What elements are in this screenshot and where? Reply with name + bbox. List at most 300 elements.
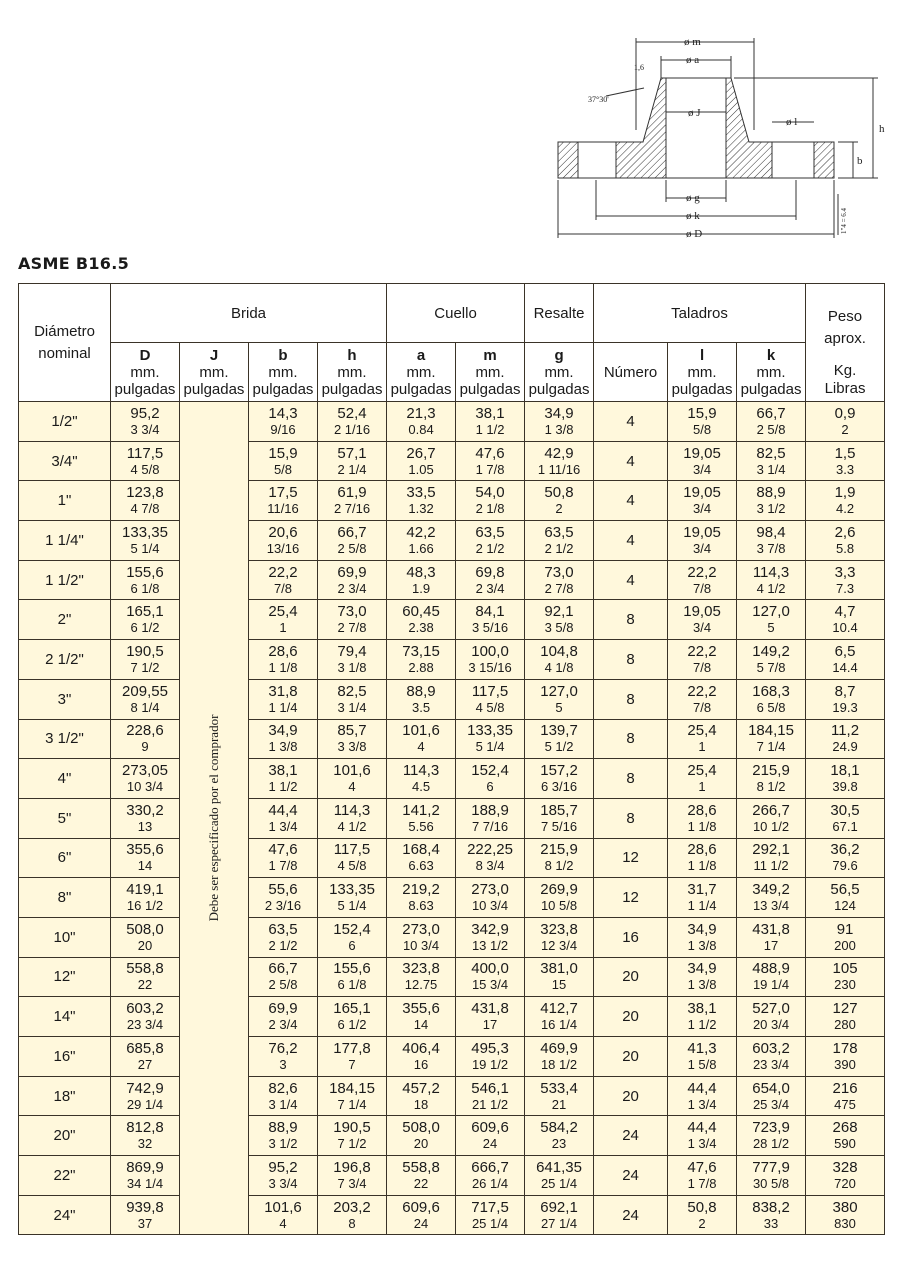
value-mm: 101,6: [402, 722, 440, 740]
cell-diametro: 24": [19, 1195, 111, 1235]
value-pulgadas: 8 3/4: [475, 858, 505, 874]
cell-m: [456, 917, 525, 957]
cell-D: [111, 481, 180, 521]
value-mm: 82,5: [337, 682, 367, 700]
cell-a: [387, 1195, 456, 1235]
value-mm: 57,1: [337, 444, 367, 462]
header-col-l: l mm. pulgadas: [668, 343, 737, 402]
cell-g: [525, 1037, 594, 1077]
value-mm: 8,7: [834, 682, 856, 700]
cell-b: [249, 402, 318, 442]
cell-g: [525, 481, 594, 521]
cell-k: [737, 1037, 806, 1077]
value-mm: 168,4: [402, 841, 440, 859]
value-mm: 152,4: [471, 762, 509, 780]
cell-D: [111, 997, 180, 1037]
value-mm: 22,2: [687, 682, 717, 700]
header-col-k: k mm. pulgadas: [737, 343, 806, 402]
value-pulgadas: 2 5/8: [337, 540, 367, 556]
cell-l: [668, 679, 737, 719]
cell-g: [525, 1156, 594, 1196]
value-mm: 15,9: [268, 444, 298, 462]
value-pulgadas: 6 1/8: [130, 580, 160, 596]
cell-a: [387, 1116, 456, 1156]
value-mm: 185,7: [540, 801, 578, 819]
value-pulgadas: 1 3/8: [687, 977, 717, 993]
value-pulgadas: 2 1/2: [475, 540, 505, 556]
cell-g: [525, 679, 594, 719]
value-mm: 56,5: [830, 881, 860, 899]
cell-w: [806, 917, 885, 957]
value-pulgadas: 11 1/2: [753, 858, 789, 874]
value-pulgadas: 2 7/16: [333, 501, 371, 517]
value-pulgadas: 15: [551, 977, 567, 993]
cell-D: [111, 1195, 180, 1235]
value-mm: 44,4: [687, 1119, 717, 1137]
value-pulgadas: 1 1/8: [687, 858, 717, 874]
value-mm: 203,2: [333, 1198, 371, 1216]
table-row: [19, 798, 885, 838]
cell-g: [525, 441, 594, 481]
cell-a: [387, 719, 456, 759]
cell-w: [806, 1156, 885, 1196]
value-pulgadas: 1.32: [408, 501, 434, 517]
value-pulgadas: 21: [551, 1096, 567, 1112]
label-h: h: [879, 123, 885, 135]
cell-a: [387, 402, 456, 442]
value-pulgadas: 1 1/8: [687, 818, 717, 834]
value-mm: 85,7: [337, 722, 367, 740]
cell-D: [111, 719, 180, 759]
value-pulgadas: 20 3/4: [752, 1017, 790, 1033]
value-mm: 603,2: [126, 1000, 164, 1018]
cell-m: [456, 1076, 525, 1116]
header-brida: Brida: [111, 284, 387, 343]
value-pulgadas: 1 3/4: [268, 818, 298, 834]
cell-g: [525, 1116, 594, 1156]
cell-m: [456, 402, 525, 442]
cell-numero: 24: [594, 1116, 668, 1156]
cell-diametro: 18": [19, 1076, 111, 1116]
cell-l: [668, 759, 737, 799]
cell-diametro: 1/2": [19, 402, 111, 442]
cell-k: [737, 878, 806, 918]
value-pulgadas: 4 7/8: [130, 501, 160, 517]
cell-numero: 8: [594, 600, 668, 640]
value-mm: 209,55: [122, 682, 168, 700]
value-pulgadas: 3 1/4: [268, 1096, 298, 1112]
value-pulgadas: 23 3/4: [752, 1056, 790, 1072]
value-pulgadas: 475: [834, 1096, 856, 1112]
cell-D: [111, 521, 180, 561]
cell-l: [668, 441, 737, 481]
value-mm: 558,8: [126, 960, 164, 978]
value-mm: 26,7: [406, 444, 436, 462]
cell-D: [111, 560, 180, 600]
table-row: [19, 838, 885, 878]
value-mm: 412,7: [540, 1000, 578, 1018]
value-pulgadas: 6 3/16: [540, 779, 578, 795]
value-pulgadas: 14: [137, 858, 153, 874]
cell-D: [111, 1037, 180, 1077]
value-mm: 273,0: [471, 881, 509, 899]
cell-l: [668, 640, 737, 680]
value-pulgadas: 3 3/4: [130, 421, 160, 437]
cell-k: [737, 1195, 806, 1235]
value-mm: 25,4: [687, 722, 717, 740]
cell-l: [668, 878, 737, 918]
cell-h: [318, 1195, 387, 1235]
value-mm: 92,1: [544, 603, 574, 621]
table-row: [19, 521, 885, 561]
value-pulgadas: 10 3/4: [402, 937, 440, 953]
value-pulgadas: 10.4: [832, 620, 858, 636]
value-mm: 117,5: [471, 682, 509, 700]
value-pulgadas: 33: [763, 1215, 779, 1231]
value-mm: 95,2: [130, 404, 160, 422]
label-D: ø D: [686, 228, 703, 240]
cell-diametro: 14": [19, 997, 111, 1037]
value-mm: 84,1: [475, 603, 505, 621]
cell-numero: 4: [594, 560, 668, 600]
value-mm: 88,9: [406, 682, 436, 700]
cell-b: [249, 560, 318, 600]
value-pulgadas: 39.8: [832, 779, 858, 795]
value-pulgadas: 4 5/8: [475, 699, 505, 715]
value-mm: 34,9: [268, 722, 298, 740]
value-pulgadas: 7 5/16: [540, 818, 578, 834]
cell-D: [111, 402, 180, 442]
value-pulgadas: 32: [137, 1136, 153, 1152]
value-pulgadas: 79.6: [832, 858, 858, 874]
cell-k: [737, 679, 806, 719]
value-mm: 508,0: [402, 1119, 440, 1137]
label-l: ø l: [786, 116, 798, 128]
cell-l: [668, 402, 737, 442]
value-mm: 25,4: [268, 603, 298, 621]
header-col-D: D mm. pulgadas: [111, 343, 180, 402]
cell-w: [806, 679, 885, 719]
value-mm: 66,7: [337, 523, 367, 541]
cell-b: [249, 481, 318, 521]
value-pulgadas: 830: [834, 1215, 856, 1231]
cell-numero: 16: [594, 917, 668, 957]
value-pulgadas: 24.9: [832, 739, 858, 755]
cell-g: [525, 640, 594, 680]
value-pulgadas: 2 7/8: [544, 580, 574, 596]
value-mm: 69,8: [475, 563, 505, 581]
value-mm: 82,6: [268, 1079, 298, 1097]
value-pulgadas: 4: [417, 739, 425, 755]
cell-diametro: 5": [19, 798, 111, 838]
table-row: [19, 1076, 885, 1116]
value-pulgadas: 1 1/2: [687, 1017, 717, 1033]
cell-k: [737, 759, 806, 799]
cell-diametro: 1 1/2": [19, 560, 111, 600]
cell-k: [737, 997, 806, 1037]
header-peso: [806, 284, 885, 402]
cell-a: [387, 521, 456, 561]
value-pulgadas: 5.56: [408, 818, 434, 834]
value-mm: 127,0: [540, 682, 578, 700]
cell-diametro: 8": [19, 878, 111, 918]
value-pulgadas: 1: [279, 620, 287, 636]
flange-left-section: [558, 142, 578, 178]
value-mm: 95,2: [268, 1158, 298, 1176]
cell-m: [456, 560, 525, 600]
value-mm: 190,5: [126, 642, 164, 660]
value-pulgadas: 5.8: [835, 540, 855, 556]
value-mm: 609,6: [402, 1198, 440, 1216]
value-pulgadas: 5 1/4: [475, 739, 505, 755]
value-pulgadas: 1: [698, 779, 706, 795]
cell-w: [806, 1195, 885, 1235]
value-mm: 50,8: [544, 484, 574, 502]
value-pulgadas: 1 3/4: [687, 1136, 717, 1152]
cell-h: [318, 441, 387, 481]
value-mm: 141,2: [402, 801, 440, 819]
value-pulgadas: 3 1/2: [268, 1136, 298, 1152]
value-mm: 69,9: [337, 563, 367, 581]
cell-l: [668, 838, 737, 878]
value-mm: 165,1: [126, 603, 164, 621]
value-mm: 42,9: [544, 444, 574, 462]
value-mm: 63,5: [544, 523, 574, 541]
value-pulgadas: 13: [137, 818, 153, 834]
value-mm: 406,4: [402, 1039, 440, 1057]
value-mm: 215,9: [540, 841, 578, 859]
value-mm: 14,3: [268, 404, 298, 422]
j-note-text: Debe ser especificado por el comprador: [206, 714, 221, 922]
value-pulgadas: 7 1/2: [337, 1136, 367, 1152]
cell-a: [387, 798, 456, 838]
label-g: ø g: [686, 192, 700, 204]
value-mm: 838,2: [752, 1198, 790, 1216]
value-pulgadas: 20: [413, 1136, 429, 1152]
value-mm: 18,1: [830, 762, 860, 780]
value-pulgadas: 21 1/2: [471, 1096, 509, 1112]
value-mm: 38,1: [687, 1000, 717, 1018]
hub-right-section: [726, 78, 772, 178]
cell-k: [737, 838, 806, 878]
cell-h: [318, 1037, 387, 1077]
value-pulgadas: 3 15/16: [468, 659, 512, 675]
cell-D: [111, 1116, 180, 1156]
label-J: ø J: [688, 107, 701, 119]
cell-numero: 8: [594, 719, 668, 759]
cell-b: [249, 838, 318, 878]
cell-D: [111, 838, 180, 878]
cell-D: [111, 957, 180, 997]
cell-a: [387, 759, 456, 799]
cell-diametro: 1 1/4": [19, 521, 111, 561]
value-mm: 149,2: [752, 642, 790, 660]
cell-a: [387, 600, 456, 640]
value-pulgadas: 2 3/4: [475, 580, 505, 596]
value-mm: 117,5: [333, 841, 371, 859]
header-numero: Número: [594, 343, 668, 402]
value-mm: 76,2: [268, 1039, 298, 1057]
value-mm: 139,7: [540, 722, 578, 740]
value-mm: 21,3: [406, 404, 436, 422]
cell-l: [668, 798, 737, 838]
peso-unit-lb: Libras: [824, 380, 866, 397]
value-pulgadas: 124: [834, 898, 856, 914]
value-mm: 100,0: [471, 642, 509, 660]
cell-m: [456, 1156, 525, 1196]
cell-b: [249, 1156, 318, 1196]
value-mm: 44,4: [687, 1079, 717, 1097]
value-mm: 469,9: [540, 1039, 578, 1057]
value-pulgadas: 5 1/4: [130, 540, 160, 556]
table-row: [19, 600, 885, 640]
value-mm: 47,6: [268, 841, 298, 859]
table-row: [19, 1195, 885, 1235]
value-pulgadas: 3/4: [692, 501, 712, 517]
cell-D: [111, 1156, 180, 1196]
cell-g: [525, 878, 594, 918]
value-pulgadas: 13/16: [266, 540, 300, 556]
value-pulgadas: 4: [279, 1215, 287, 1231]
value-mm: 31,8: [268, 682, 298, 700]
label-a: ø a: [686, 54, 700, 66]
value-pulgadas: 1 7/8: [475, 461, 505, 477]
value-pulgadas: 6 1/8: [337, 977, 367, 993]
value-pulgadas: 1.66: [408, 540, 434, 556]
value-mm: 216: [832, 1079, 858, 1097]
cell-b: [249, 878, 318, 918]
value-mm: 91: [836, 920, 854, 938]
cell-l: [668, 1195, 737, 1235]
value-pulgadas: 720: [834, 1175, 856, 1191]
value-pulgadas: 10 1/2: [752, 818, 790, 834]
value-mm: 114,3: [402, 762, 440, 780]
value-pulgadas: 27: [137, 1056, 153, 1072]
value-pulgadas: 7/8: [692, 580, 712, 596]
value-pulgadas: 2: [698, 1215, 706, 1231]
cell-D: [111, 679, 180, 719]
flange-right-section: [814, 142, 834, 178]
value-mm: 20,6: [268, 523, 298, 541]
value-pulgadas: 8 1/2: [544, 858, 574, 874]
cell-a: [387, 640, 456, 680]
value-mm: 34,9: [687, 960, 717, 978]
value-mm: 42,2: [406, 523, 436, 541]
value-pulgadas: 1 3/8: [544, 421, 574, 437]
value-pulgadas: 2: [555, 501, 563, 517]
value-pulgadas: 1: [698, 739, 706, 755]
cell-h: [318, 1156, 387, 1196]
value-pulgadas: 3 1/4: [337, 699, 367, 715]
value-mm: 178: [832, 1039, 858, 1057]
value-mm: 73,15: [402, 642, 440, 660]
hub-left-section: [616, 78, 666, 178]
cell-diametro: 1": [19, 481, 111, 521]
value-pulgadas: 4 5/8: [337, 858, 367, 874]
cell-w: [806, 878, 885, 918]
value-pulgadas: 10 5/8: [540, 898, 578, 914]
value-mm: 155,6: [126, 563, 164, 581]
cell-h: [318, 560, 387, 600]
cell-h: [318, 997, 387, 1037]
cell-b: [249, 719, 318, 759]
cell-k: [737, 1116, 806, 1156]
value-pulgadas: 280: [834, 1017, 856, 1033]
label-k: ø k: [686, 210, 700, 222]
table-row: [19, 679, 885, 719]
cell-l: [668, 600, 737, 640]
cell-m: [456, 1195, 525, 1235]
value-mm: 3,3: [834, 563, 856, 581]
value-mm: 88,9: [268, 1119, 298, 1137]
value-pulgadas: 18 1/2: [540, 1056, 578, 1072]
cell-numero: 24: [594, 1156, 668, 1196]
value-mm: 228,6: [126, 722, 164, 740]
value-pulgadas: 2 1/2: [544, 540, 574, 556]
value-mm: 666,7: [471, 1158, 509, 1176]
cell-h: [318, 957, 387, 997]
cell-k: [737, 441, 806, 481]
cell-numero: 8: [594, 798, 668, 838]
value-pulgadas: 1.9: [411, 580, 431, 596]
cell-l: [668, 1116, 737, 1156]
value-pulgadas: 2 1/4: [337, 461, 367, 477]
cell-g: [525, 560, 594, 600]
value-mm: 177,8: [333, 1039, 371, 1057]
cell-h: [318, 838, 387, 878]
value-mm: 495,3: [471, 1039, 509, 1057]
value-mm: 165,1: [333, 1000, 371, 1018]
header-resalte: Resalte: [525, 284, 594, 343]
value-mm: 558,8: [402, 1158, 440, 1176]
cell-diametro: 12": [19, 957, 111, 997]
value-mm: 47,6: [687, 1158, 717, 1176]
cell-w: [806, 560, 885, 600]
cell-a: [387, 441, 456, 481]
value-mm: 28,6: [687, 801, 717, 819]
cell-J-note: [180, 402, 249, 1235]
cell-l: [668, 917, 737, 957]
cell-l: [668, 560, 737, 600]
value-pulgadas: 23 3/4: [126, 1017, 164, 1033]
value-mm: 22,2: [687, 642, 717, 660]
value-pulgadas: 1 1/4: [268, 699, 298, 715]
peso-unit-kg: Kg.: [833, 362, 857, 379]
value-mm: 219,2: [402, 881, 440, 899]
value-pulgadas: 2 3/4: [268, 1017, 298, 1033]
cell-diametro: 3 1/2": [19, 719, 111, 759]
cell-m: [456, 798, 525, 838]
value-pulgadas: 4.5: [411, 779, 431, 795]
value-mm: 63,5: [475, 523, 505, 541]
value-mm: 157,2: [540, 762, 578, 780]
value-mm: 4,7: [834, 603, 856, 621]
cell-b: [249, 521, 318, 561]
table-row: [19, 402, 885, 442]
value-pulgadas: 2 1/8: [475, 501, 505, 517]
value-pulgadas: 3 5/16: [471, 620, 509, 636]
value-mm: 44,4: [268, 801, 298, 819]
cell-D: [111, 878, 180, 918]
value-mm: 48,3: [406, 563, 436, 581]
value-pulgadas: 3/4: [692, 461, 712, 477]
value-pulgadas: 2.88: [408, 659, 434, 675]
cell-numero: 20: [594, 957, 668, 997]
value-pulgadas: 3 3/4: [268, 1175, 298, 1191]
value-mm: 508,0: [126, 920, 164, 938]
value-mm: 73,0: [337, 603, 367, 621]
value-pulgadas: 1 3/8: [268, 739, 298, 755]
